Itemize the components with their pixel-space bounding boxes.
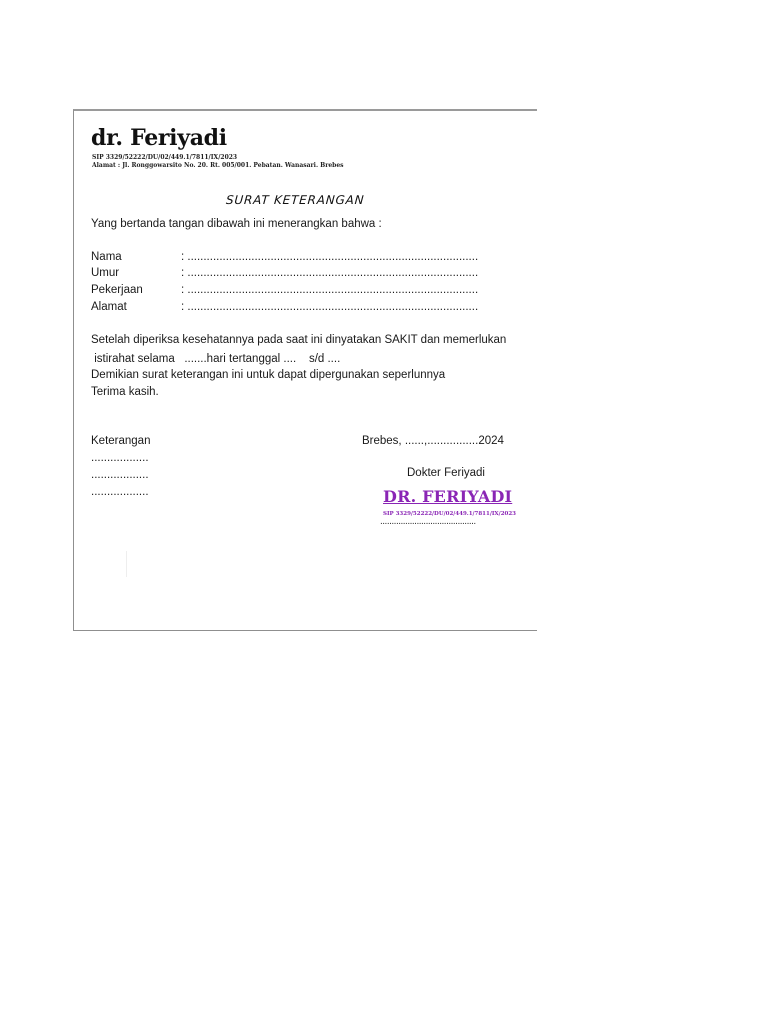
letterhead-sip: SIP 3329/52222/DU/02/449.1/7811/IX/2023: [92, 154, 238, 161]
body-line-2: istirahat selama .......hari tertanggal .... s/d ....: [91, 353, 341, 365]
signature-stamp-sip: SIP 3329/52222/DU/02/449.1/7811/IX/2023: [383, 511, 516, 517]
document-title: SURAT KETERANGAN: [225, 193, 365, 207]
field-value-alamat: : ...........................................................................................: [181, 301, 479, 313]
notes-label: Keterangan: [91, 435, 151, 447]
notes-line-2: ..................: [91, 469, 149, 481]
body-line-4: Terima kasih.: [91, 386, 159, 398]
body-line-1: Setelah diperiksa kesehatannya pada saat ini dinyatakan SAKIT dan memerlukan: [91, 334, 507, 346]
field-value-umur: : ...........................................................................................: [181, 267, 479, 279]
field-label-nama: Nama: [91, 251, 122, 263]
field-label-alamat: Alamat: [91, 301, 127, 313]
intro-text: Yang bertanda tangan dibawah ini menerangkan bahwa :: [91, 218, 382, 230]
letterhead-name: dr. Feriyadi: [91, 125, 227, 151]
field-value-pekerjaan: : ...........................................................................................: [181, 284, 479, 296]
signature-stamp-name: DR. FERIYADI: [383, 487, 513, 506]
field-label-pekerjaan: Pekerjaan: [91, 284, 143, 296]
place-date: Brebes, ......,................2024: [362, 435, 504, 447]
signatory-role: Dokter Feriyadi: [407, 467, 485, 479]
letterhead-address: Alamat : Jl. Ronggowarsito No. 20. Rt. 005/001. Pebatan. Wanasari. Brebes: [92, 162, 344, 169]
field-value-nama: : ...........................................................................................: [181, 251, 479, 263]
signature-line: ..........................................: [380, 516, 476, 527]
field-label-umur: Umur: [91, 267, 120, 279]
notes-line-1: ..................: [91, 452, 149, 464]
faint-scan-mark: [126, 551, 127, 577]
letter-sheet: [73, 109, 537, 631]
body-line-3: Demikian surat keterangan ini untuk dapat dipergunakan seperlunnya: [91, 369, 446, 381]
notes-line-3: ..................: [91, 486, 149, 498]
